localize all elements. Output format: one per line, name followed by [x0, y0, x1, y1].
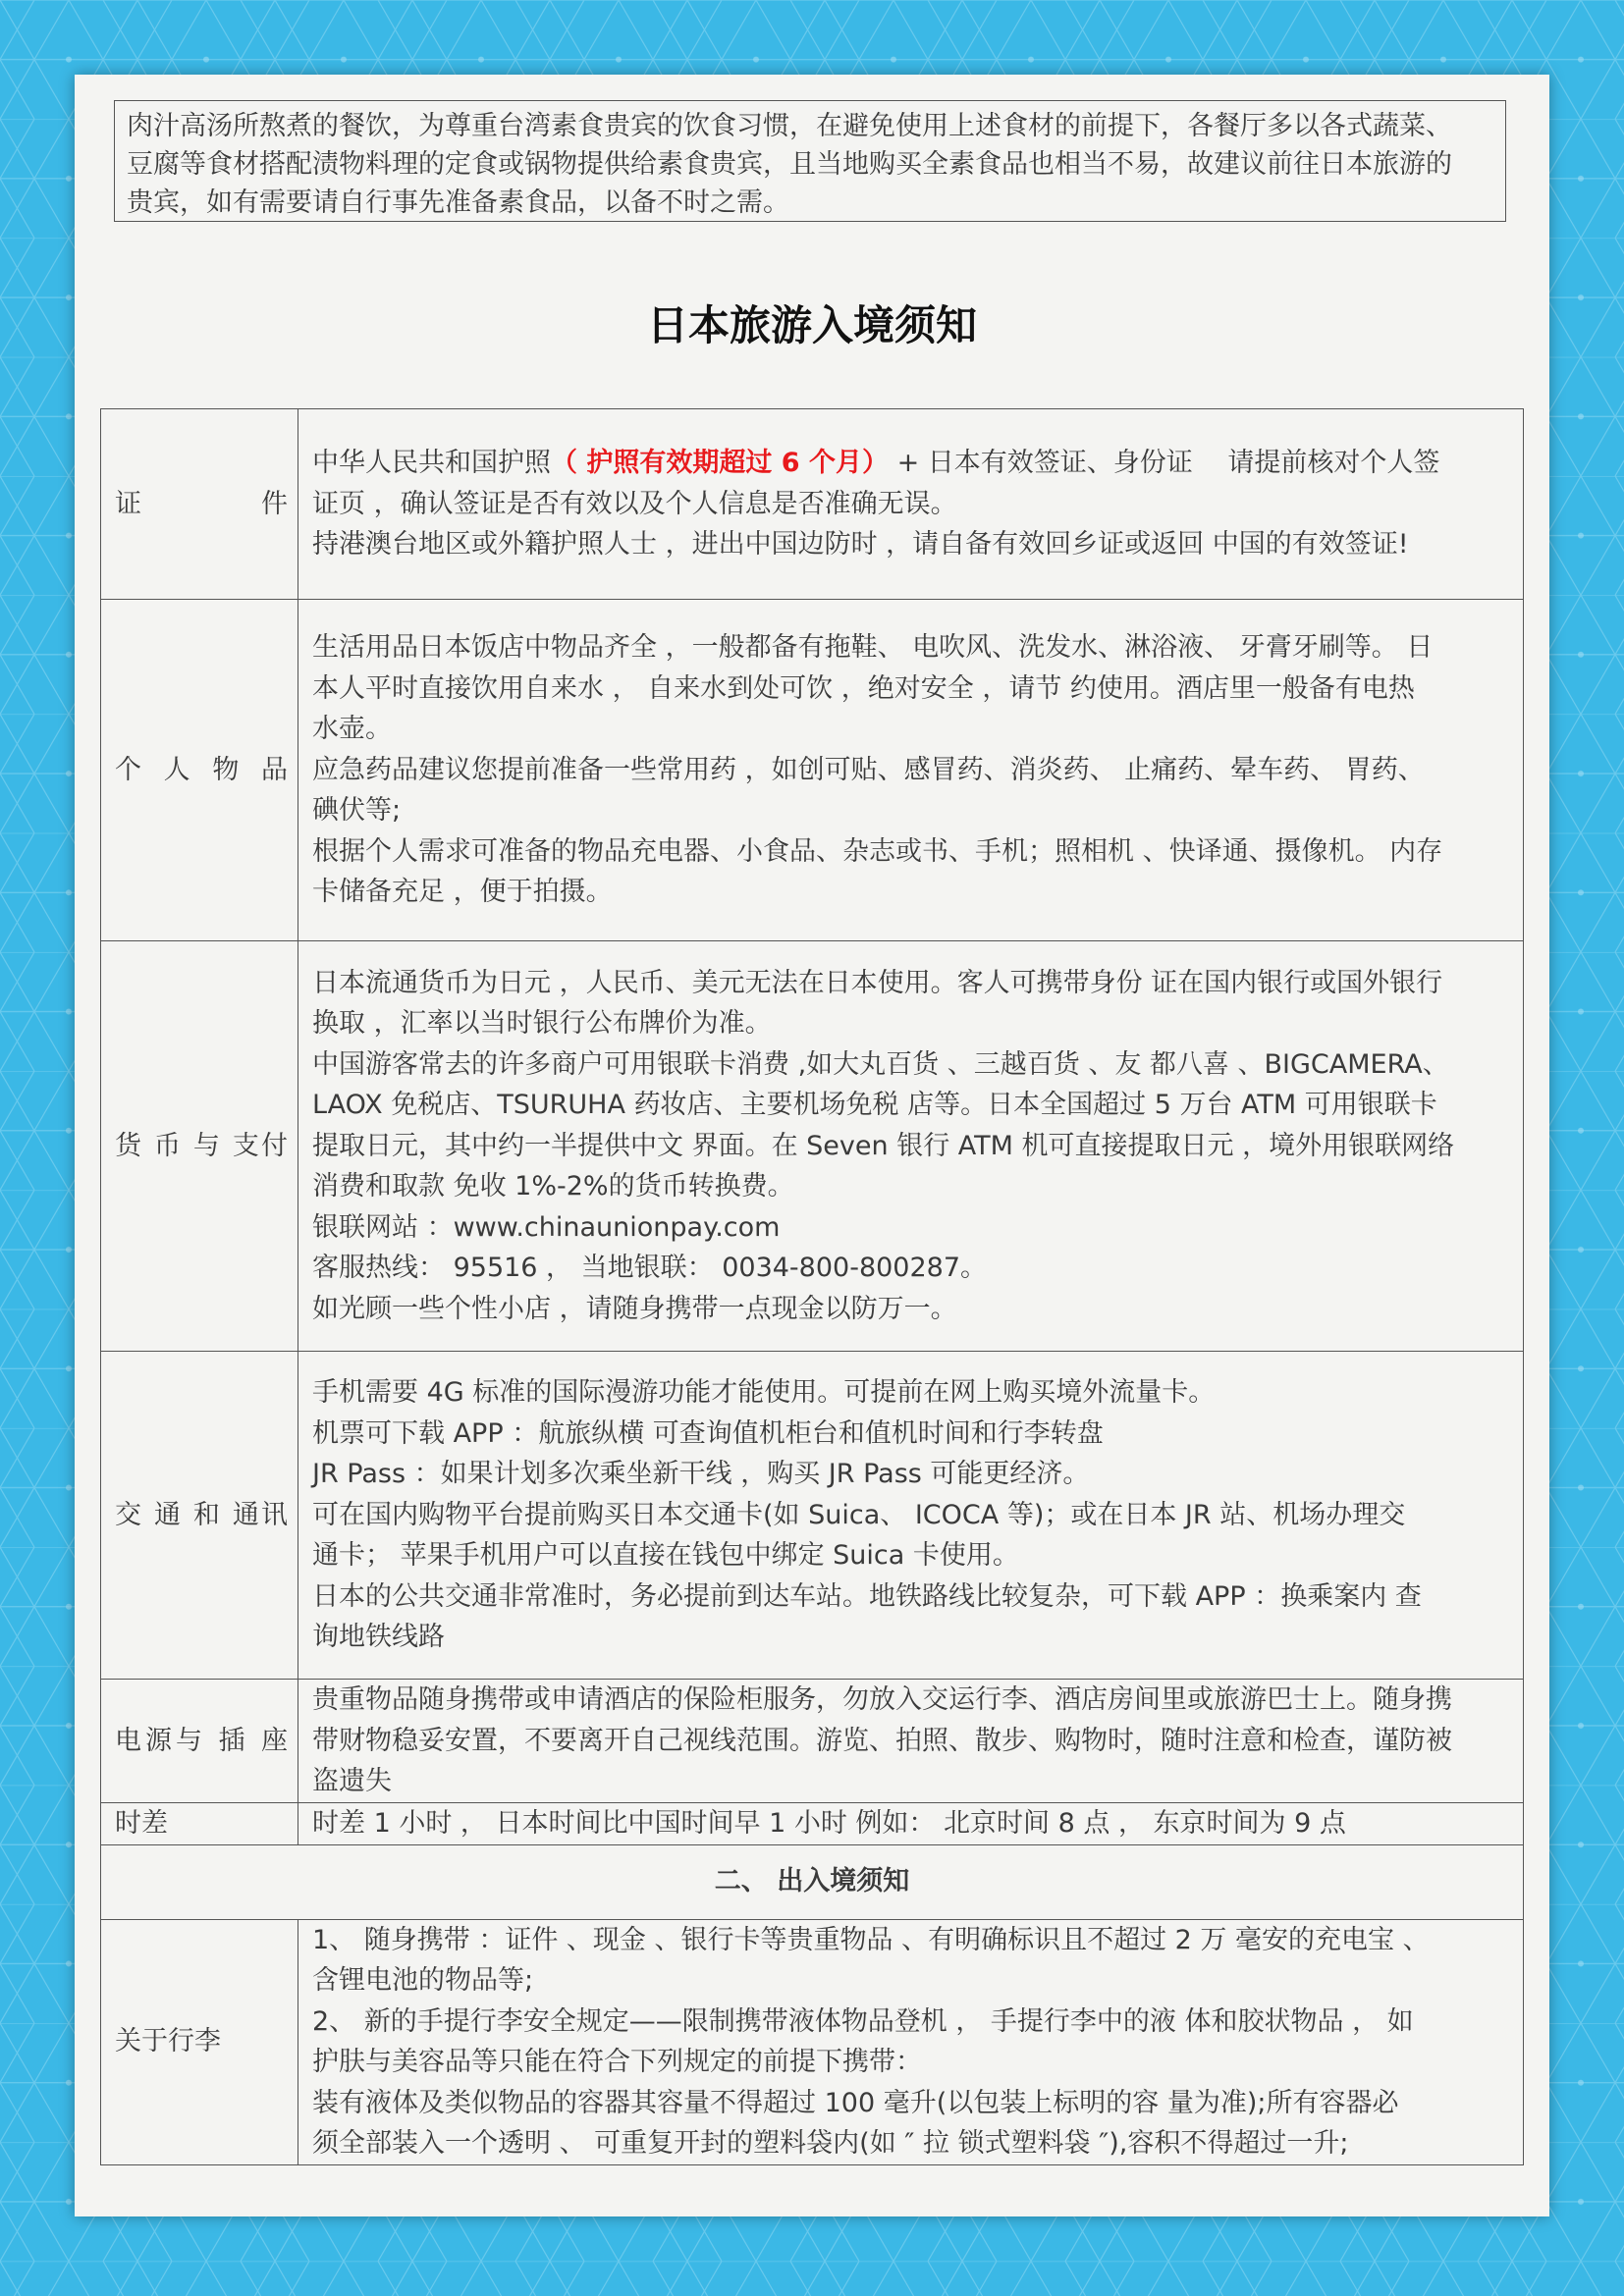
- row-label-documents: 证件: [101, 409, 298, 600]
- table-row-power: [101, 1680, 1524, 1803]
- power-line: 盗遗失: [312, 1766, 392, 1797]
- passport-text: 中华人民共和国护照: [312, 448, 551, 479]
- transport-line: 可在国内购物平台提前购买日本交通卡(如 Suica、 ICOCA 等)；或在日本 JR 站、机场办理交: [312, 1499, 1406, 1530]
- intro-notice-box: [114, 100, 1506, 222]
- items-line: 本人平时直接饮用自来水 ， 自来水到处可饮 ，绝对安全 ，请节 约使用。酒店里一般备有电热: [312, 672, 1415, 704]
- items-line: 卡储备充足 ，便于拍摄。: [312, 877, 613, 908]
- table-row-transport: [101, 1352, 1524, 1680]
- currency-line: 中国游客常去的许多商户可用银联卡消费 ,如大丸百货 、三越百货 、友 都八喜 、BIGCAMERA、: [312, 1048, 1449, 1080]
- items-line: 应急药品建议您提前准备一些常用药 ，如创可贴、感冒药、消炎药、 止痛药、晕车药、 胃药、: [312, 754, 1425, 785]
- currency-line: 日本流通货币为日元 ，人民币、美元无法在日本使用。客人可携带身份 证在国内银行或国外银行: [312, 967, 1443, 998]
- service-hotline: 客服热线： 95516 ， 当地银联： 0034-800-800287。: [312, 1253, 988, 1284]
- luggage-line: 含锂电池的物品等;: [312, 1965, 534, 1996]
- visa-text: + 日本有效签证、身份证 请提前核对个人签: [889, 448, 1440, 479]
- items-line: 水壶。: [312, 714, 392, 745]
- row-label-power: 电源与 插 座: [101, 1680, 298, 1803]
- transport-line: 日本的公共交通非常准时，务必提前到达车站。地铁路线比较复杂，可下载 APP ：换乘案内 查: [312, 1580, 1422, 1612]
- row-content-transport: [298, 1352, 1524, 1680]
- currency-line: 换取 ，汇率以当时银行公布牌价为准。: [312, 1008, 772, 1040]
- items-line: 碘伏等;: [312, 795, 402, 827]
- luggage-line: 装有液体及类似物品的容器其容量不得超过 100 毫升(以包装上标明的容 量为准);所有容器必: [312, 2087, 1399, 2118]
- document-title: 日本旅游入境须知: [646, 301, 977, 349]
- unionpay-website: 银联网站 ：www.chinaunionpay.com: [312, 1211, 781, 1243]
- transport-line: 机票可下载 APP ：航旅纵横 可查询值机柜台和值机时间和行李转盘: [312, 1417, 1104, 1449]
- currency-line: 如光顾一些个性小店 ，请随身携带一点现金以防万一。: [312, 1293, 957, 1324]
- table-row-section-heading: [101, 1844, 1524, 1919]
- power-line: 贵重物品随身携带或申请酒店的保险柜服务，勿放入交运行李、酒店房间里或旅游巴士上。随身携: [312, 1684, 1452, 1716]
- currency-line: 提取日元，其中约一半提供中文 界面。在 Seven 银行 ATM 机可直接提取日元 ，境外用银联网络: [312, 1130, 1455, 1161]
- passport-validity-highlight: （ 护照有效期超过 6 个月）: [551, 448, 889, 479]
- documents-line-2: 证页 ，确认签证是否有效以及个人信息是否准确无误。: [312, 488, 957, 519]
- row-label-personal-items: 个 人 物 品: [101, 600, 298, 941]
- table-row-personal-items: [101, 600, 1524, 941]
- intro-line: 贵宾，如有需要请自行事先准备素食品，以备不时之需。: [127, 187, 789, 218]
- currency-line: LAOX 免税店、TSURUHA 药妆店、主要机场免税 店等。日本全国超过 5 万台 ATM 可用银联卡: [312, 1090, 1437, 1121]
- row-label-transport: 交 通 和 通讯: [101, 1352, 298, 1680]
- travel-info-table: [100, 408, 1524, 2165]
- row-content-luggage: [298, 1919, 1524, 2164]
- row-content-time-difference: 时差 1 小时 ， 日本时间比中国时间早 1 小时 例如： 北京时间 8 点 ， 东京时间为 9 点: [298, 1803, 1524, 1845]
- intro-line: 豆腐等食材搭配渍物料理的定食或锅物提供给素食贵宾，且当地购买全素食品也相当不易，故建议前往日本旅游的: [127, 149, 1452, 180]
- transport-line: 通卡； 苹果手机用户可以直接在钱包中绑定 Suica 卡使用。: [312, 1540, 1019, 1572]
- row-label-time-difference: 时差: [101, 1803, 298, 1845]
- intro-line: 肉汁高汤所熬煮的餐饮，为尊重台湾素食贵宾的饮食习惯，在避免使用上述食材的前提下，各餐厅多以各式蔬菜、: [127, 111, 1452, 141]
- row-content-currency: [298, 941, 1524, 1352]
- row-content-documents: [298, 409, 1524, 600]
- items-line: 根据个人需求可准备的物品充电器、小食品、杂志或书、手机；照相机 、快译通、摄像机。 内存: [312, 835, 1443, 867]
- transport-line: 询地铁线路: [312, 1622, 445, 1653]
- row-label-luggage: 关于行李: [101, 1919, 298, 2164]
- documents-line-1: [312, 443, 1517, 484]
- luggage-line: 2、 新的手提行李安全规定——限制携带液体物品登机 ， 手提行李中的液 体和胶状物品 ， 如: [312, 2005, 1414, 2037]
- row-label-currency: 货 币 与 支付: [101, 941, 298, 1352]
- table-row-documents: [101, 409, 1524, 600]
- row-content-power: [298, 1680, 1524, 1803]
- transport-line: 手机需要 4G 标准的国际漫游功能才能使用。可提前在网上购买境外流量卡。: [312, 1377, 1216, 1409]
- transport-line: JR Pass ：如果计划多次乘坐新干线 ，购买 JR Pass 可能更经济。: [312, 1459, 1090, 1490]
- power-line: 带财物稳妥安置，不要离开自己视线范围。游览、拍照、散步、购物时，随时注意和检查，谨防被: [312, 1725, 1452, 1756]
- currency-line: 消费和取款 免收 1%-2%的货币转换费。: [312, 1171, 794, 1202]
- table-row-currency: [101, 941, 1524, 1352]
- luggage-line: 1、 随身携带 ：证件 、现金 、银行卡等贵重物品 、有明确标识且不超过 2 万 毫安的充电宝 、: [312, 1924, 1430, 1955]
- row-content-personal-items: [298, 600, 1524, 941]
- luggage-line: 须全部装入一个透明 、 可重复开封的塑料袋内(如 ″ 拉 锁式塑料袋 ″),容积不得超过一升;: [312, 2128, 1349, 2159]
- items-line: 生活用品日本饭店中物品齐全 ，一般都备有拖鞋、 电吹风、洗发水、淋浴液、 牙膏牙刷等。 日: [312, 632, 1434, 664]
- table-row-luggage: [101, 1919, 1524, 2164]
- table-row-time-difference: [101, 1803, 1524, 1845]
- luggage-line: 护肤与美容品等只能在符合下列规定的前提下携带：: [312, 2047, 922, 2077]
- section-heading-entry-exit: 二、 出入境须知: [101, 1844, 1524, 1919]
- document-page: [75, 75, 1549, 2216]
- documents-line-3: 持港澳台地区或外籍护照人士 ，进出中国边防时 ，请自备有效回乡证或返回 中国的有效签证!: [312, 529, 1409, 561]
